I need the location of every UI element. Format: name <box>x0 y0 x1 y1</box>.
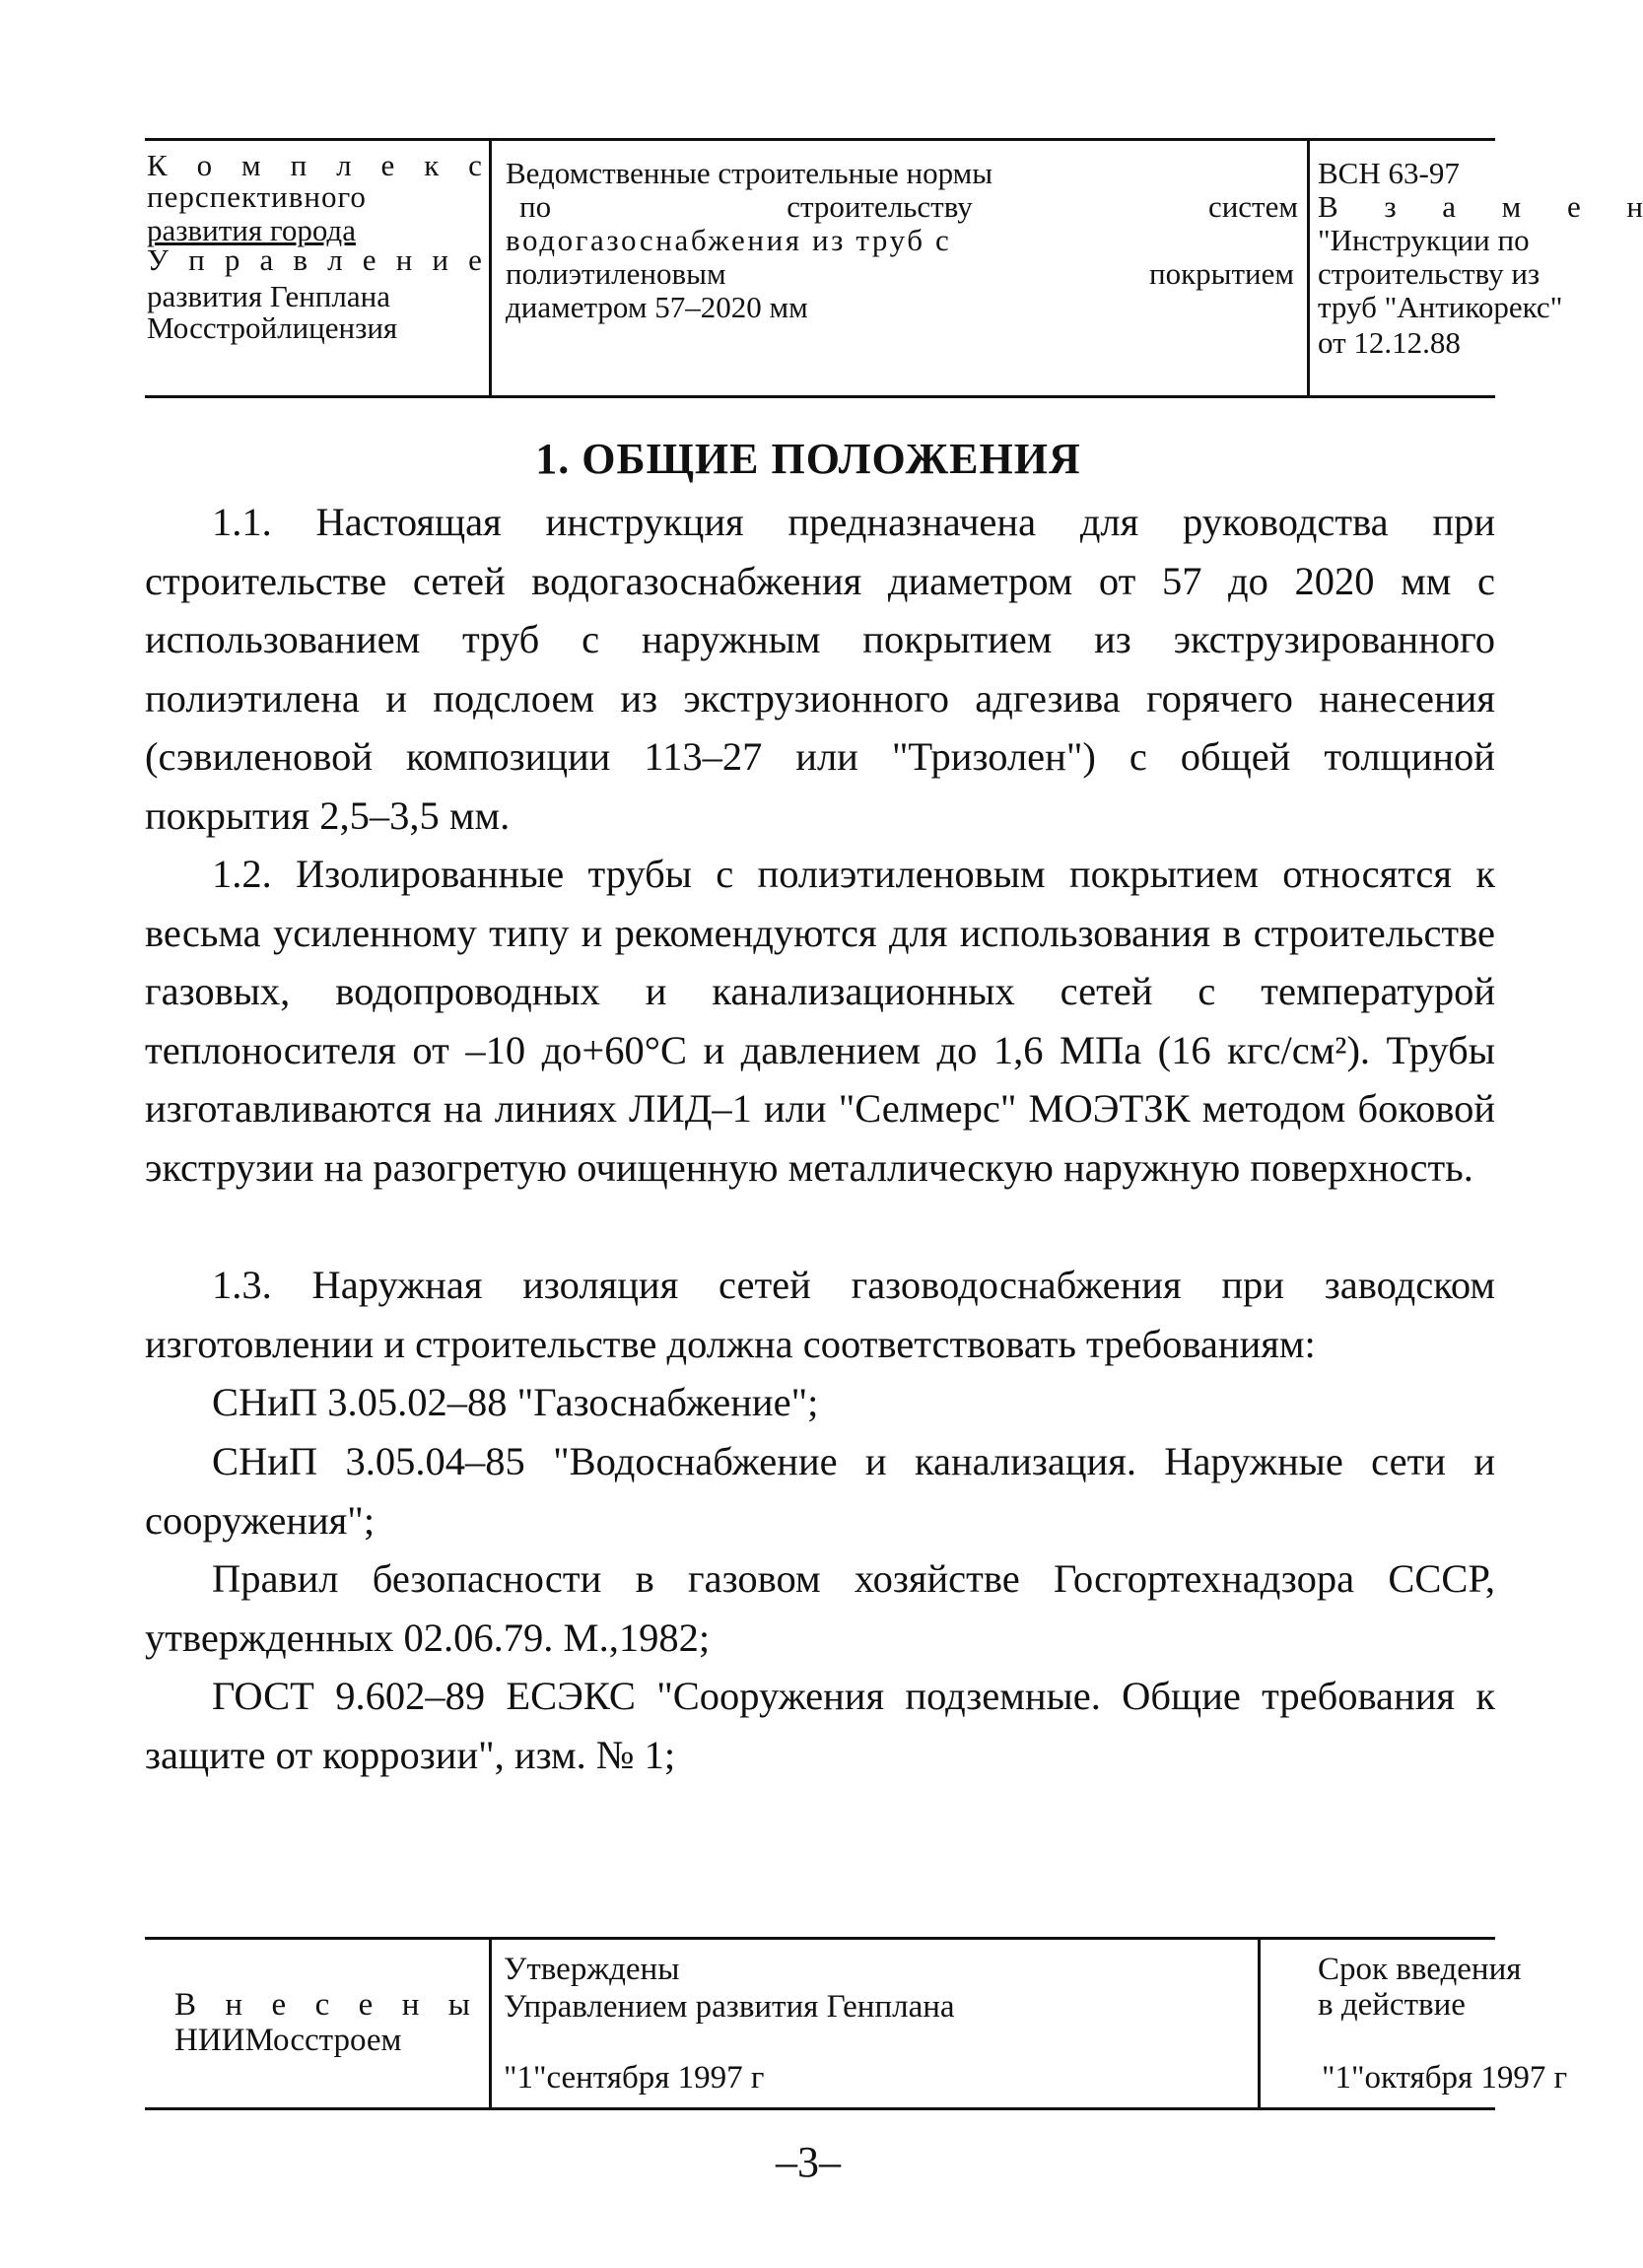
org-line-4: У п р а в л е н и е <box>147 242 482 277</box>
effective-label-2: в действие <box>1318 1987 1466 2023</box>
doc-type-line-3: водогазоснабжения из труб с <box>506 223 952 257</box>
replaces-line-1: "Инструкции по <box>1318 223 1530 257</box>
approved-by: Управлением развития Генплана <box>504 1989 955 2025</box>
reference-snip-water: СНиП 3.05.04–85 "Водоснабжение и канализация. Наружные сети и сооружения"; <box>145 1439 1495 1543</box>
doc-type-line-5: диаметром 57–2020 мм <box>506 290 808 324</box>
header-organization-cell <box>145 141 492 395</box>
paragraph-1-2: 1.2. Изолированные трубы с полиэтиленовым покрытием относятся к весьма усиленному типу и рекомендуются для использования в строительстве газовых, водопроводных и канализационных сетей с температурой теплоносителя от –10 до+60°С и давлением до 1,6 МПа (16 кгс/см²). Трубы изготавливаются на линиях ЛИД–1 или "Селмерс" МОЭТЗК методом боковой экструзии на разогретую очищенную металлическую наружную поверхность. <box>145 852 1495 1190</box>
replaces-line-3: труб "Антикорекс" <box>1318 290 1563 324</box>
org-line-5: развития Генплана <box>147 279 390 313</box>
doc-type-line-2: по строительству систем <box>519 189 1298 224</box>
replaces-line-2: строительству из <box>1318 256 1540 291</box>
reference-gost: ГОСТ 9.602–89 ЕСЭКС "Сооружения подземные. Общие требования к защите от коррозии", изм. № 1; <box>145 1674 1495 1777</box>
replaces-label: В з а м е н <box>1318 189 1643 224</box>
doc-type-line-4: полиэтиленовым покрытием <box>506 256 1294 291</box>
header-table <box>145 138 1643 398</box>
header-document-type-cell <box>492 141 1310 395</box>
approved-label: Утверждены <box>504 1952 680 1987</box>
org-line-1: К о м п л е к с <box>147 148 482 182</box>
doc-type-line-1: Ведомственные строительные нормы <box>506 156 993 190</box>
org-line-6: Мосстройлицензия <box>147 310 398 345</box>
page-number: –3– <box>776 2138 841 2186</box>
introduced-by: НИИМосстроем <box>174 2023 402 2058</box>
reference-safety-rules: Правил безопасности в газовом хозяйстве Госгортехнадзора СССР, утвержденных 02.06.79. М.,1982; <box>145 1556 1495 1660</box>
approved-date: "1"сентября 1997 г <box>504 2060 765 2096</box>
reference-snip-gas: СНиП 3.05.02–88 "Газоснабжение"; <box>212 1380 819 1424</box>
org-line-2: перспективного <box>147 179 367 214</box>
footer-effective-cell <box>1261 1940 1568 2107</box>
replaces-date: от 12.12.88 <box>1318 325 1461 360</box>
footer-approved-cell <box>492 1940 1261 2107</box>
footer-table <box>145 1937 1568 2110</box>
section-title: 1. ОБЩИЕ ПОЛОЖЕНИЯ <box>535 435 1081 483</box>
effective-date: "1"октября 1997 г <box>1322 2060 1568 2096</box>
org-line-3: развития города <box>147 213 356 247</box>
footer-introduced-cell <box>145 1940 492 2107</box>
effective-label-1: Срок введения <box>1318 1952 1522 1987</box>
introduced-label: В н е с е н ы <box>174 1987 470 2023</box>
paragraph-1-1: 1.1. Настоящая инструкция предназначена для руководства при строительстве сетей водогазоснабжения диаметром от 57 до 2020 мм с использованием труб с наружным покрытием из экструзированного полиэтилена и подслоем из экструзионного адгезива горячего нанесения (сэвиленовой композиции 113–27 или "Тризолен") с общей толщиной покрытия 2,5–3,5 мм. <box>145 500 1495 838</box>
doc-code: ВСН 63-97 <box>1318 156 1460 190</box>
paragraph-1-3: 1.3. Наружная изоляция сетей газоводоснабжения при заводском изготовлении и строительстве должна соответствовать требованиям: <box>145 1263 1495 1366</box>
header-code-cell <box>1310 141 1643 395</box>
